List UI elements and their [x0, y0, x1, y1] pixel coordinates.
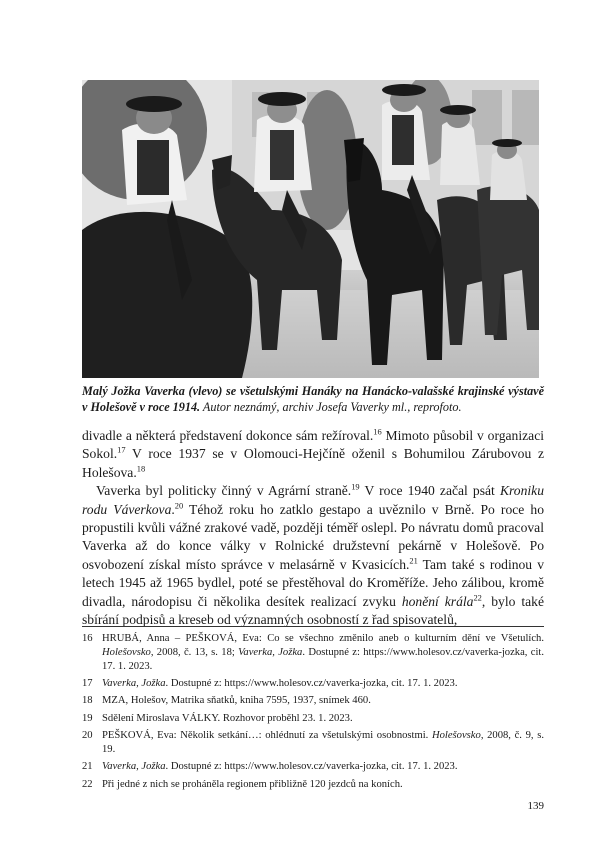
footnote-ref[interactable]: 21: [409, 555, 418, 566]
paragraph-1: divadle a některá představení dokonce sám režíroval.$^{16}$ Mimoto působil v organizaci Sokol.$^{17}$ V roce 1937 se v Olomouci-Hejčíně oženil s Bohumilou Zárubovou z Holešova.$^{18}$: [82, 426, 545, 480]
footnote: 18 MZA, Holešov, Matrika sňatků, kniha 7595, 1937, snímek 460.: [82, 695, 371, 707]
caption-credit-text: Autor neznámý, archiv Josefa Vaverky ml., reprofoto.: [200, 400, 462, 414]
footnote-divider: [82, 626, 544, 627]
caption-bold-text: Malý Jožka Vaverka (vlevo) se všetulskými Hanáky na Hanácko-valašské krajinské výstavě v Holešově v roce 1914.: [82, 384, 544, 414]
historical-photo: [82, 80, 539, 378]
paragraph-2: Vaverka byl politicky činný v Agrární straně.$^{19}$ V roce 1940 začal psát Kroniku rodu Váverkova.$^{20}$ Téhož roku ho zatklo gestapo a uvěznilo v Brně. Po roce ho propustili kvůli vážné zrakové vadě, později téměř oslepl. Po návratu domů pracoval Vaverka až do konce války v Rolnické družstevní pekárně v Holešově. Po osvobození získal místo správce v melasárně v Kvasicích.$^{21}$ Tam také s rodinou v letech 1945 až 1965 bydlel, poté se přestěhoval do Kroměříže. Jeho zálibou, kromě divadla, národopisu či několika desítek realizací zvyku honění krála$^{22}$, bylo také sbírání podpisů a kreseb od významných osobností z řad spisovatelů,: [82, 481, 544, 628]
footnote-ref[interactable]: 16: [373, 426, 382, 437]
footnote-ref[interactable]: 17: [117, 444, 126, 455]
footnote-ref[interactable]: 22: [473, 592, 482, 603]
footnote: 19 Sdělení Miroslava VÁLKY. Rozhovor proběhl 23. 1. 2023.: [82, 712, 353, 724]
footnote: 21 Vaverka, Jožka. Dostupné z: https://www.holesov.cz/vaverka-jozka, cit. 17. 1. 2023.: [82, 761, 458, 773]
body-text: [82, 427, 544, 629]
footnotes: [82, 632, 544, 795]
footnote: 17 Vaverka, Jožka. Dostupné z: https://www.holesov.cz/vaverka-jozka, cit. 17. 1. 2023.: [82, 678, 458, 690]
footnote: 20 PEŠKOVÁ, Eva: Několik setkání…: ohlédnutí za všetulskými osobnostmi. Holešovsko, 2008, č. 9, s. 19.: [82, 730, 544, 755]
page-number: 139: [527, 800, 544, 812]
footnote-ref[interactable]: 18: [136, 463, 146, 474]
figure-caption: [82, 383, 544, 415]
footnote-ref[interactable]: 20: [174, 500, 184, 511]
footnote-ref[interactable]: 19: [351, 481, 360, 492]
footnote: 22 Při jedné z nich se proháněla regionem přibližně 120 jezdců na koních.: [82, 778, 403, 790]
footnote: 16 HRUBÁ, Anna – PEŠKOVÁ, Eva: Co se všechno změnilo aneb o kulturním dění ve Všetulích. Holešovsko, 2008, č. 13, s. 18; Vaverka, Jožka. Dostupné z: https://www.holesov.cz/vaverka-jozka, cit. 17. 1. 2023.: [82, 633, 545, 672]
